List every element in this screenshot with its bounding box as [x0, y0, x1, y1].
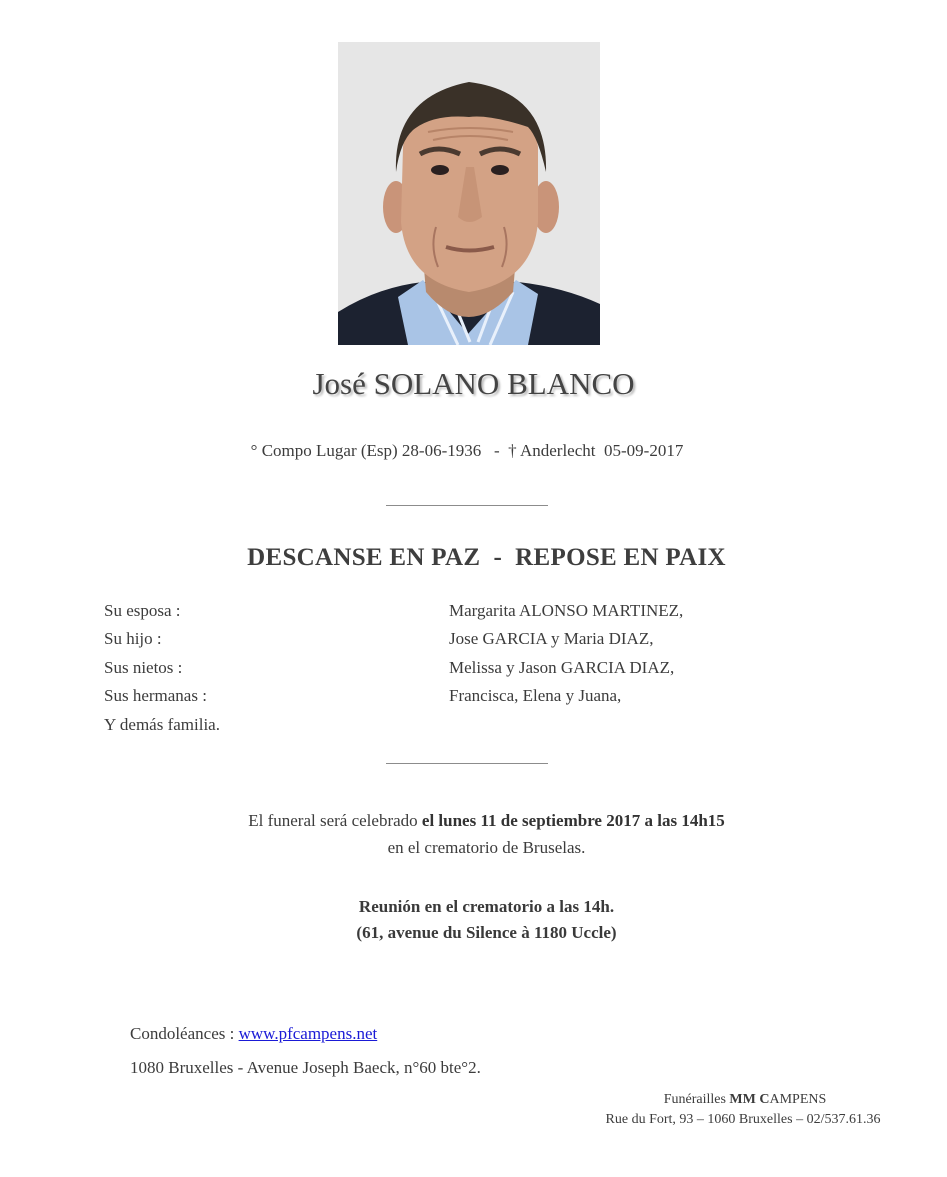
family-label: Su esposa :: [104, 601, 181, 620]
portrait-illustration: [338, 42, 600, 345]
deceased-name: José SOLANO BLANCO: [312, 366, 635, 401]
separator-line: [386, 763, 548, 764]
meeting-info: [0, 894, 947, 946]
funeral-home-prefix: Funérailles: [663, 1092, 730, 1107]
portrait-photo: [338, 42, 600, 345]
funeral-details: [0, 807, 947, 861]
funeral-date-time: el lunes 11 de septiembre 2017 a las 14h15: [421, 811, 725, 830]
meeting-time: Reunión en el crematorio a las 14h.: [358, 897, 615, 916]
funeral-home-name: [580, 1092, 910, 1108]
family-label: Su hijo :: [104, 629, 162, 648]
condolences-line: [130, 1024, 377, 1044]
birth-death-line: ° Compo Lugar (Esp) 28-06-1936 - † Anderlecht 05-09-2017: [250, 441, 684, 460]
condolences-link[interactable]: www.pfcampens.net: [238, 1024, 378, 1043]
separator-line: [386, 505, 548, 506]
funeral-location: en el crematorio de Bruselas.: [387, 838, 586, 857]
condolences-label: Condoléances :: [130, 1024, 239, 1043]
funeral-home-mm: MM: [729, 1092, 760, 1107]
family-value: Francisca, Elena y Juana,: [449, 686, 622, 705]
meeting-address: (61, avenue du Silence à 1180 Uccle): [356, 923, 617, 942]
funeral-home-address: Rue du Fort, 93 – 1060 Bruxelles – 02/537.61.36: [605, 1112, 881, 1127]
family-label: Y demás familia.: [104, 715, 220, 734]
funeral-intro: El funeral será celebrado: [248, 811, 422, 830]
funeral-home-c: C: [759, 1092, 770, 1107]
family-value: Melissa y Jason GARCIA DIAZ,: [449, 658, 675, 677]
family-label: Sus nietos :: [104, 658, 183, 677]
condolence-address: 1080 Bruxelles - Avenue Joseph Baeck, n°60 bte°2.: [130, 1058, 481, 1077]
family-value: Margarita ALONSO MARTINEZ,: [449, 601, 684, 620]
funeral-home-rest: AMPENS: [769, 1092, 827, 1107]
headline-rest-in-peace: DESCANSE EN PAZ - REPOSE EN PAIX: [247, 544, 726, 571]
funeral-when-line: [0, 807, 947, 834]
family-label: Sus hermanas :: [104, 686, 207, 705]
family-value: Jose GARCIA y Maria DIAZ,: [449, 629, 654, 648]
